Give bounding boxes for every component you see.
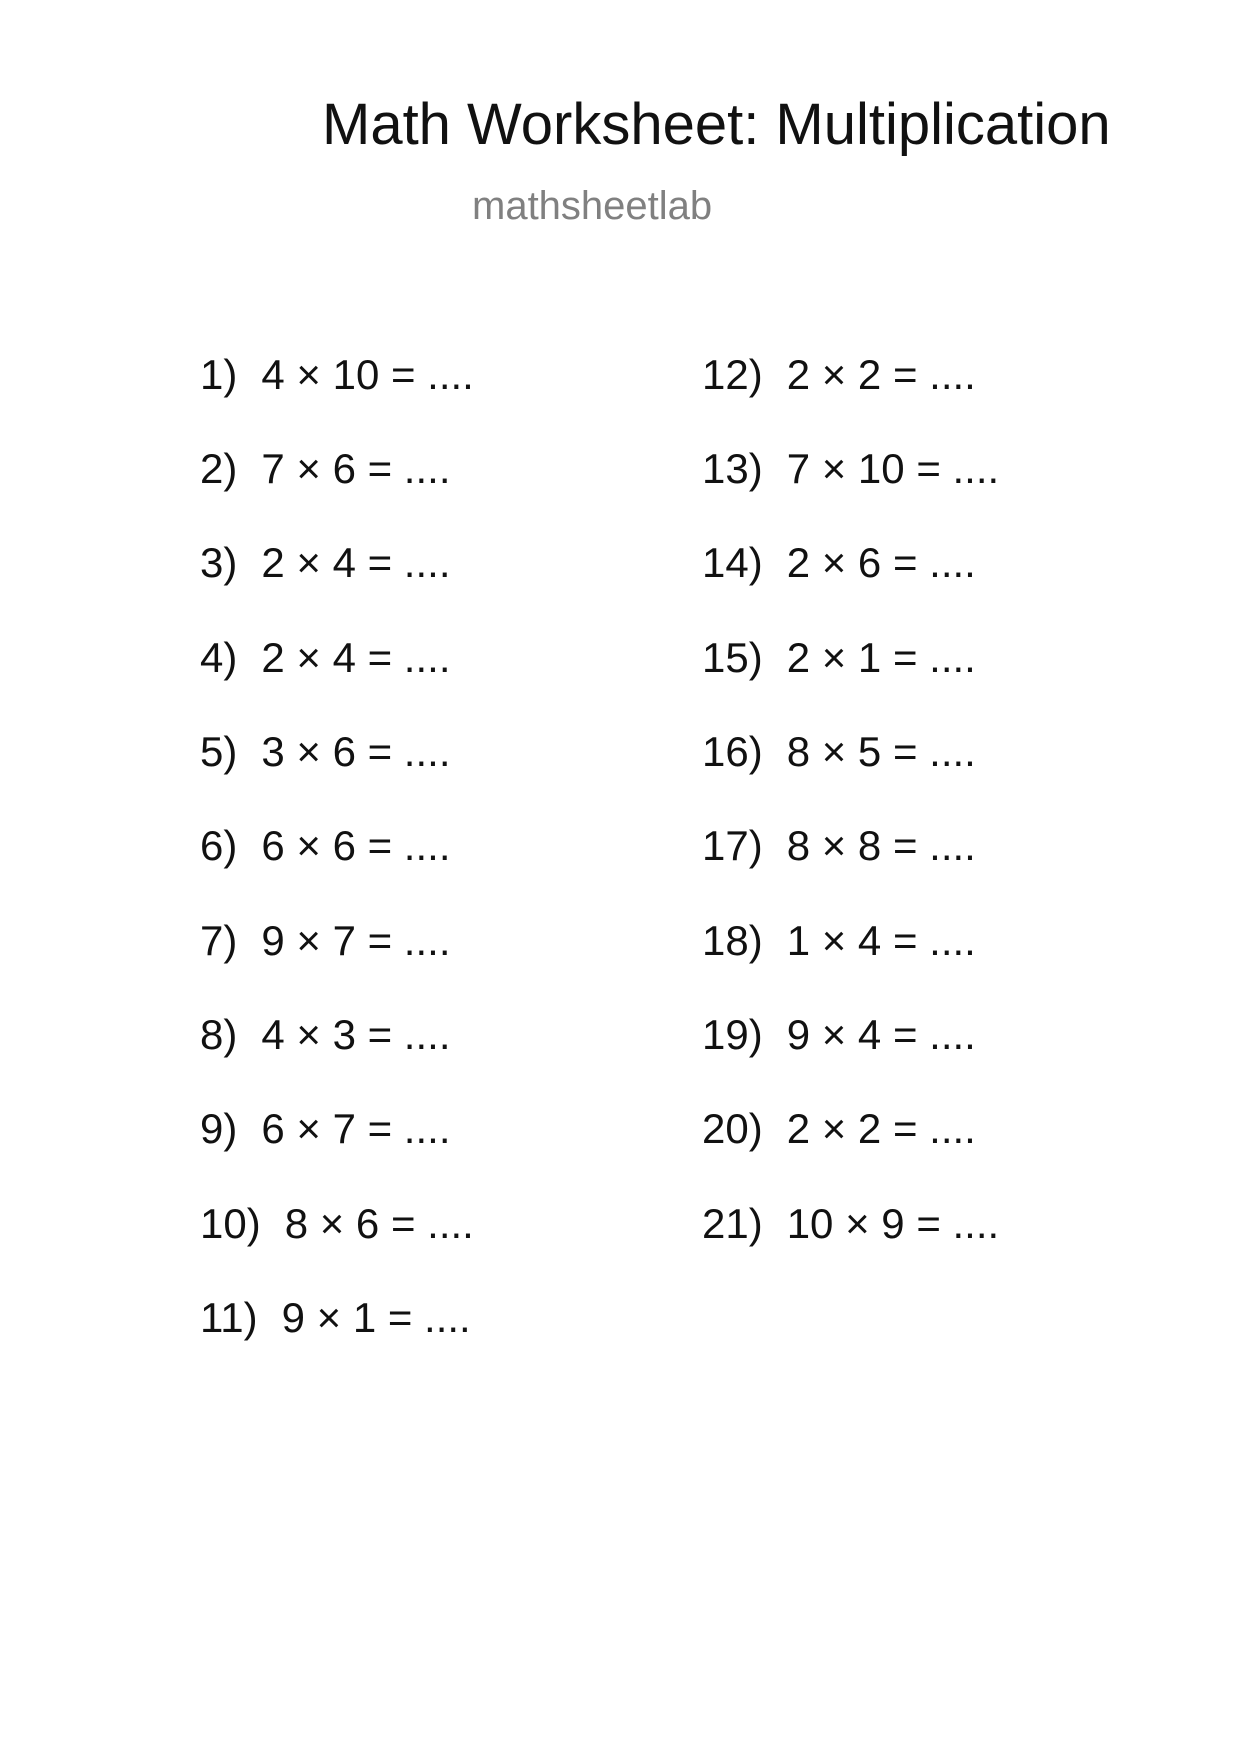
problem-expression: 6 × 6 = .... [261, 822, 451, 869]
problem-number: 12) [702, 351, 763, 398]
problem-number: 16) [702, 728, 763, 775]
problem-number: 7) [200, 917, 238, 964]
problem-expression: 4 × 10 = .... [261, 351, 474, 398]
problem-13 [702, 445, 1000, 492]
problem-number: 18) [702, 917, 763, 964]
problem-21 [702, 1200, 1000, 1247]
problem-11 [200, 1294, 471, 1341]
problem-expression: 7 × 10 = .... [786, 445, 1000, 492]
problem-6 [200, 822, 451, 869]
problem-5 [200, 728, 451, 775]
problem-14 [702, 539, 976, 586]
problem-17 [702, 822, 976, 869]
problem-15 [702, 634, 976, 681]
problem-expression: 9 × 7 = .... [261, 917, 451, 964]
problem-number: 10) [200, 1200, 261, 1247]
problem-number: 3) [200, 539, 238, 586]
problem-20 [702, 1105, 976, 1152]
problem-10 [200, 1200, 474, 1247]
problem-7 [200, 917, 451, 964]
problem-expression: 8 × 8 = .... [786, 822, 976, 869]
problem-3 [200, 539, 451, 586]
problem-4 [200, 634, 451, 681]
problem-number: 4) [200, 634, 238, 681]
problem-expression: 9 × 4 = .... [786, 1011, 976, 1058]
problem-expression: 2 × 2 = .... [786, 351, 976, 398]
problem-number: 14) [702, 539, 763, 586]
problem-number: 11) [200, 1294, 258, 1341]
problem-2 [200, 445, 451, 492]
problem-expression: 2 × 6 = .... [786, 539, 976, 586]
problem-number: 1) [200, 351, 238, 398]
problem-expression: 9 × 1 = .... [281, 1294, 471, 1341]
problem-expression: 2 × 4 = .... [261, 634, 451, 681]
problem-number: 21) [702, 1200, 763, 1247]
problem-expression: 1 × 4 = .... [786, 917, 976, 964]
problem-expression: 2 × 4 = .... [261, 539, 451, 586]
worksheet-title: Math Worksheet: Multiplication [322, 92, 1111, 157]
problem-16 [702, 728, 976, 775]
problem-number: 5) [200, 728, 238, 775]
problem-12 [702, 351, 976, 398]
problem-number: 2) [200, 445, 238, 492]
problem-number: 8) [200, 1011, 238, 1058]
problem-number: 17) [702, 822, 763, 869]
problem-number: 15) [702, 634, 763, 681]
problem-expression: 8 × 6 = .... [284, 1200, 474, 1247]
problem-expression: 4 × 3 = .... [261, 1011, 451, 1058]
problem-8 [200, 1011, 451, 1058]
problem-expression: 6 × 7 = .... [261, 1105, 451, 1152]
problem-19 [702, 1011, 976, 1058]
problem-number: 19) [702, 1011, 763, 1058]
problem-18 [702, 917, 976, 964]
problem-expression: 2 × 1 = .... [786, 634, 976, 681]
problem-number: 13) [702, 445, 763, 492]
problem-expression: 2 × 2 = .... [786, 1105, 976, 1152]
problem-expression: 10 × 9 = .... [786, 1200, 1000, 1247]
problem-expression: 7 × 6 = .... [261, 445, 451, 492]
problem-1 [200, 351, 474, 398]
problem-expression: 8 × 5 = .... [786, 728, 976, 775]
problem-expression: 3 × 6 = .... [261, 728, 451, 775]
worksheet-source: mathsheetlab [472, 184, 713, 228]
problem-number: 6) [200, 822, 238, 869]
problem-number: 20) [702, 1105, 763, 1152]
problem-9 [200, 1105, 451, 1152]
problem-number: 9) [200, 1105, 238, 1152]
